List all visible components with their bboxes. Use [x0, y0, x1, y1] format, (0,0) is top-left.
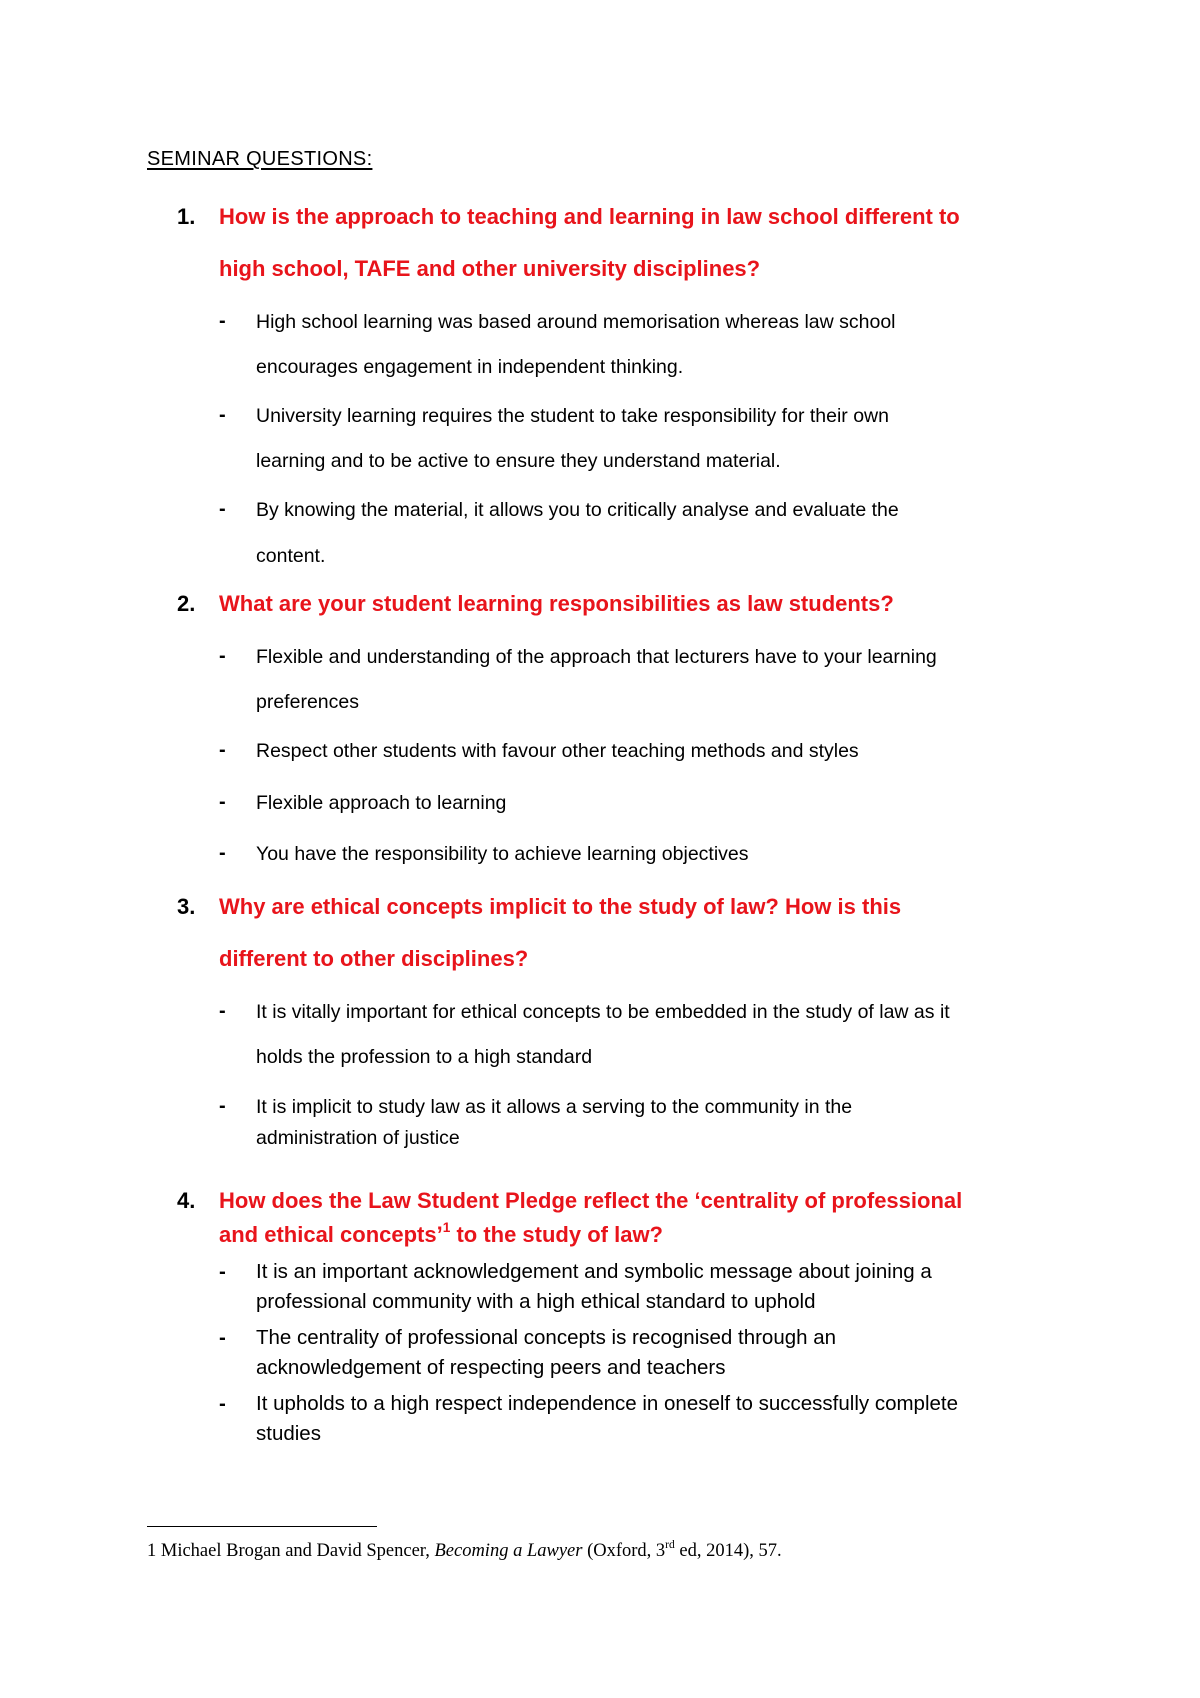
dash-marker: - [219, 791, 226, 813]
question-number: 1. [177, 204, 196, 229]
bullet-text-line: encourages engagement in independent thinking. [256, 356, 684, 378]
bullet-text-line: Flexible approach to learning [256, 792, 507, 814]
footnote-number: 1 [147, 1541, 157, 1561]
bullet-text-line: The centrality of professional concepts is recognised through an [256, 1326, 837, 1349]
dash-marker: - [219, 645, 226, 667]
dash-marker: - [219, 1392, 226, 1415]
dash-marker: - [219, 1095, 226, 1117]
footnote-publisher: (Oxford, 3 [587, 1541, 666, 1561]
bullet-text-line: professional community with a high ethical standard to uphold [256, 1290, 816, 1313]
bullet-text-line: It is implicit to study law as it allows a serving to the community in the [256, 1096, 853, 1118]
footnote-edition-suffix: rd [665, 1538, 675, 1551]
page-heading: SEMINAR QUESTIONS: [147, 148, 373, 170]
footnote-year-page: ed, 2014), 57. [679, 1541, 782, 1561]
bullet-text-line: administration of justice [256, 1127, 460, 1149]
question-text-line: What are your student learning responsibilities as law students? [219, 591, 894, 616]
question-text-line [219, 1222, 1099, 1248]
bullet-text-line: University learning requires the student to take responsibility for their own [256, 405, 889, 427]
bullet-text-line: It is vitally important for ethical concepts to be embedded in the study of law as it [256, 1001, 950, 1023]
bullet-text-line: acknowledgement of respecting peers and teachers [256, 1356, 726, 1379]
dash-marker: - [219, 404, 226, 426]
question-text-line: different to other disciplines? [219, 946, 529, 971]
question-number: 3. [177, 894, 196, 919]
bullet-text-line: Respect other students with favour other teaching methods and styles [256, 740, 859, 762]
dash-marker: - [219, 1326, 226, 1349]
bullet-text-line: It is an important acknowledgement and symbolic message about joining a [256, 1260, 932, 1283]
bullet-text-line: It upholds to a high respect independence in oneself to successfully complete [256, 1392, 958, 1415]
dash-marker: - [219, 842, 226, 864]
bullet-text-line: By knowing the material, it allows you to critically analyse and evaluate the [256, 499, 899, 521]
dash-marker: - [219, 1000, 226, 1022]
bullet-text-line: preferences [256, 691, 359, 713]
question-text-line: Why are ethical concepts implicit to the study of law? How is this [219, 894, 902, 919]
dash-marker: - [219, 498, 226, 520]
bullet-text-line: holds the profession to a high standard [256, 1046, 593, 1068]
bullet-text-line: content. [256, 545, 326, 567]
question-text-line: high school, TAFE and other university disciplines? [219, 256, 761, 281]
dash-marker: - [219, 1260, 226, 1283]
question-text-line: How is the approach to teaching and learning in law school different to [219, 204, 960, 229]
question-text-segment: to the study of law? [456, 1222, 663, 1247]
footnote [147, 1538, 1147, 1562]
bullet-text-line: You have the responsibility to achieve learning objectives [256, 843, 749, 865]
footnote-authors: Michael Brogan and David Spencer, [160, 1541, 430, 1561]
bullet-text-line: Flexible and understanding of the approach that lecturers have to your learning [256, 646, 937, 668]
bullet-text-line: studies [256, 1422, 321, 1445]
bullet-text-line: learning and to be active to ensure they understand material. [256, 450, 781, 472]
question-text-line: How does the Law Student Pledge reflect the ‘centrality of professional [219, 1188, 963, 1213]
bullet-text-line: High school learning was based around memorisation whereas law school [256, 311, 896, 333]
question-text-segment: and ethical concepts’ [219, 1222, 443, 1247]
footnote-reference[interactable]: 1 [442, 1220, 451, 1236]
dash-marker: - [219, 310, 226, 332]
question-number: 4. [177, 1188, 196, 1213]
question-number: 2. [177, 591, 196, 616]
footnote-separator [147, 1526, 377, 1527]
dash-marker: - [219, 739, 226, 761]
footnote-book-title: Becoming a Lawyer [434, 1541, 583, 1561]
